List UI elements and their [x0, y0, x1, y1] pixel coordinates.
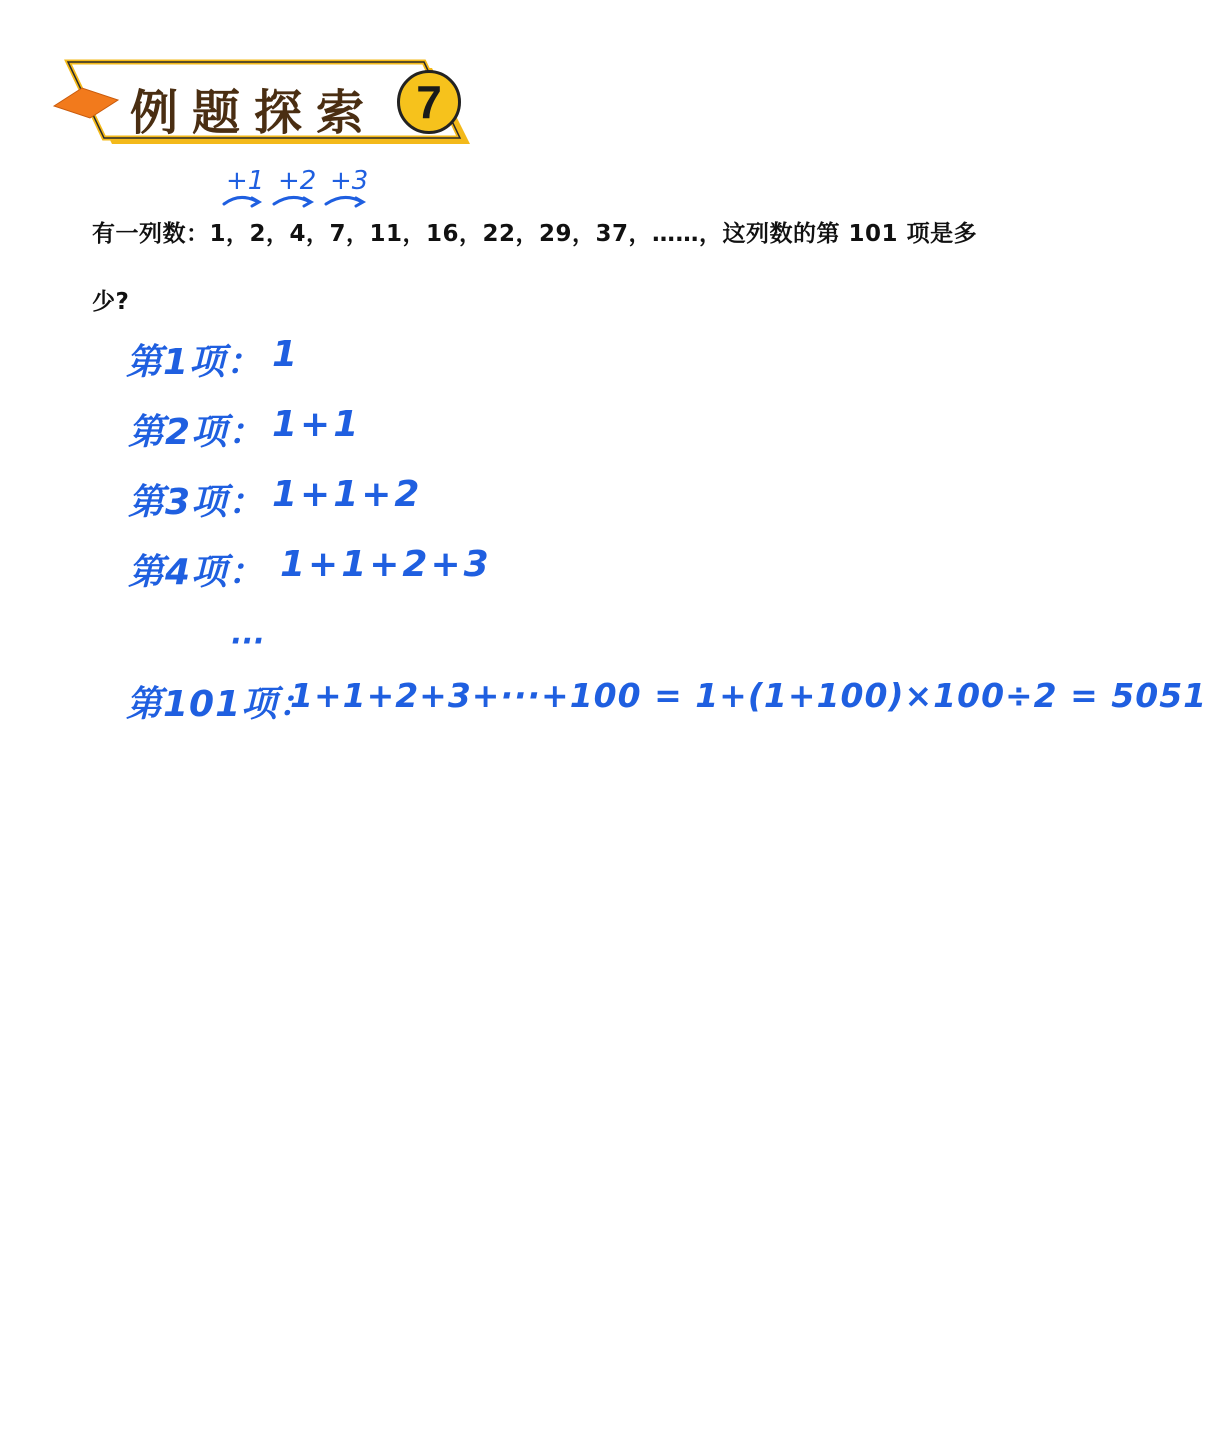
- banner-title: 例题探索: [130, 85, 379, 141]
- term-101-label: 第101项：: [126, 684, 316, 725]
- term-3-expression: 1+1+2: [272, 474, 423, 515]
- term-1-expression: 1: [272, 334, 301, 375]
- term-1-label: 第1项：: [126, 342, 264, 383]
- difference-label-2: +2: [278, 166, 317, 196]
- question-text: 有一列数：1，2，4，7，11，16，22，29，37，……，这列数的第 101 项是多少?: [92, 221, 978, 315]
- term-3-label: 第3项：: [128, 482, 266, 523]
- continuation-ellipsis: ···: [230, 624, 265, 659]
- difference-label-3: +3: [330, 166, 369, 196]
- term-101-expression: 1+1+2+3+···+100 = 1+(1+100)×100÷2 = 5051: [290, 676, 1207, 715]
- term-4-label: 第4项：: [128, 552, 266, 593]
- term-2-label: 第2项：: [128, 412, 266, 453]
- term-2-expression: 1+1: [272, 404, 362, 445]
- example-number-badge: 7: [397, 70, 461, 134]
- example-banner: [52, 58, 482, 154]
- term-4-expression: 1+1+2+3: [280, 544, 492, 585]
- difference-label-1: +1: [226, 166, 265, 196]
